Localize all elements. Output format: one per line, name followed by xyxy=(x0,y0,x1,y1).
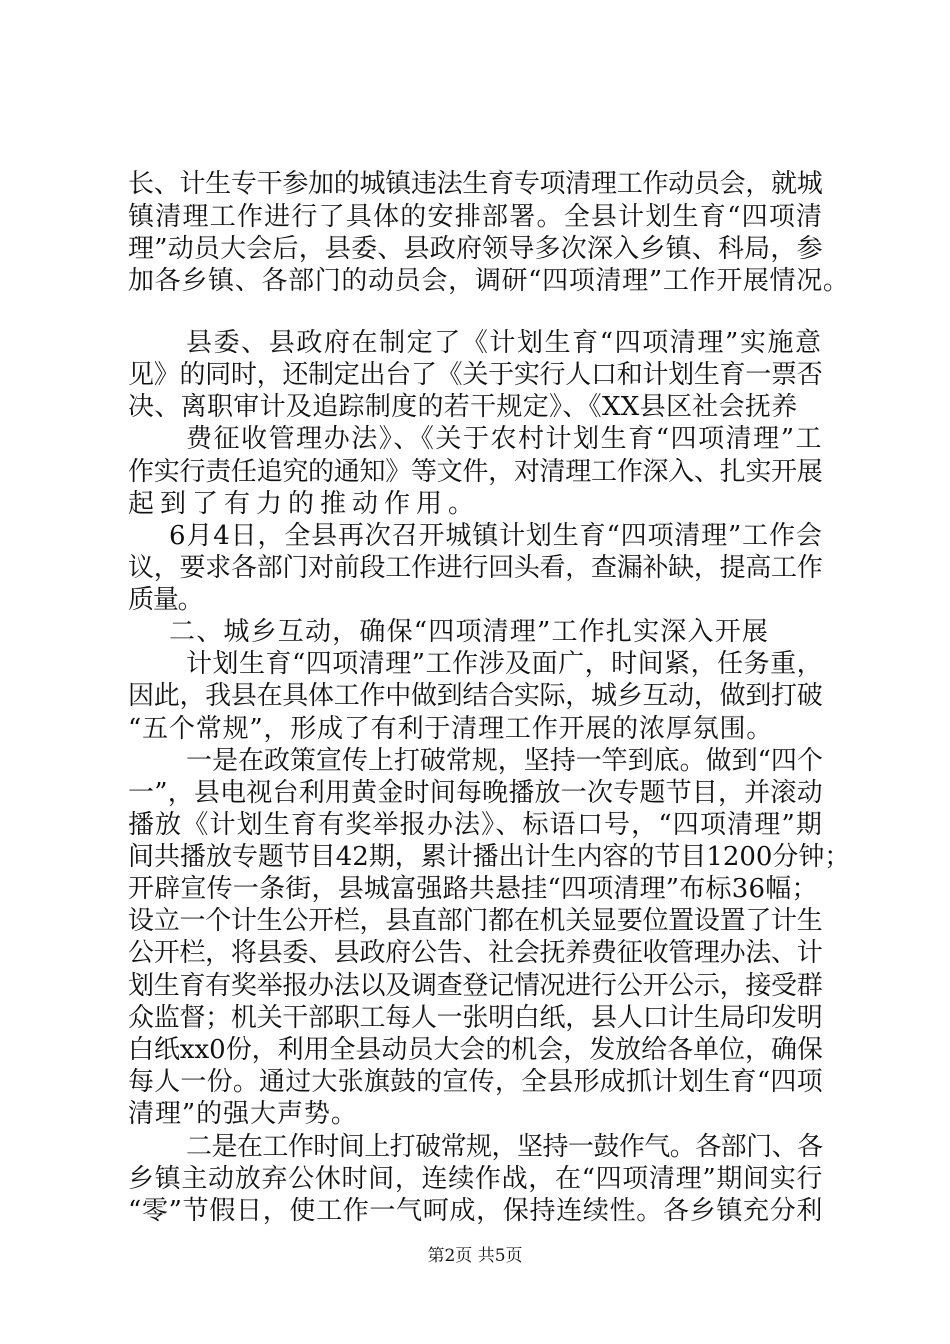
text-line: 乡镇主动放弃公休时间，连续作战，在“四项清理”期间实行 xyxy=(128,1164,824,1194)
text-line: 公开栏，将县委、县政府公告、社会抚养费征收管理办法、计 xyxy=(128,938,823,968)
text-line: “五个常规”，形成了有利于清理工作开展的浓厚氛围。 xyxy=(128,714,774,744)
text-line: 质量。 xyxy=(128,585,203,615)
text-line: 计划生育“四项清理”工作涉及面广，时间紧，任务重， xyxy=(186,649,824,679)
text-line: 一是在政策宣传上打破常规，坚持一竿到底。做到“四个 xyxy=(186,746,823,776)
text-line: 因此，我县在具体工作中做到结合实际，城乡互动，做到打破 xyxy=(128,681,823,711)
text-line: 二是在工作时间上打破常规，坚持一鼓作气。各部门、各 xyxy=(186,1132,823,1162)
text-line: 决、离职审计及追踪制度的若干规定》、《XX县区社会抚养 xyxy=(128,392,798,422)
text-line: 一”，县电视台利用黄金时间每晚播放一次专题节目，并滚动 xyxy=(128,778,823,808)
text-line: 清理”的强大声势。 xyxy=(128,1099,358,1129)
text-line: 二、城乡互动，确保“四项清理”工作扎实深入开展 xyxy=(169,617,770,647)
text-line: 加各乡镇、各部门的动员会，调研“四项清理”工作开展情况。 xyxy=(128,266,850,296)
text-line: 见》的同时，还制定出台了《关于实行人口和计划生育一票否 xyxy=(128,360,823,390)
text-line: 划生育有奖举报办法以及调查登记情况进行公开公示，接受群 xyxy=(128,971,823,1001)
text-line: 开辟宣传一条街，县城富强路共悬挂“四项清理”布标36幅； xyxy=(128,874,818,904)
text-line: 白纸xx0份，利用全县动员大会的机会，发放给各单位，确保 xyxy=(128,1035,823,1065)
text-line: 间共播放专题节目42期，累计播出计生内容的节目1200分钟； xyxy=(128,842,851,872)
page-footer: 第2页 共5页 xyxy=(427,1246,523,1266)
text-line: “零”节假日，使工作一气呵成，保持连续性。各乡镇充分利 xyxy=(128,1196,824,1226)
text-line: 议，要求各部门对前段工作进行回头看，查漏补缺，提高工作 xyxy=(128,553,823,583)
text-line: 长、计生专干参加的城镇违法生育专项清理工作动员会，就城 xyxy=(128,169,823,199)
text-line: 理”动员大会后，县委、县政府领导多次深入乡镇、科局，参 xyxy=(128,234,823,264)
text-line: 起到了有力的推动作用。 xyxy=(128,489,481,519)
text-line: 作实行责任追究的通知》等文件，对清理工作深入、扎实开展 xyxy=(128,457,823,487)
text-line: 每人一份。通过大张旗鼓的宣传，全县形成抓计划生育“四项 xyxy=(128,1067,823,1097)
text-line: 镇清理工作进行了具体的安排部署。全县计划生育“四项清 xyxy=(128,202,824,232)
text-line: 费征收管理办法》、《关于农村计划生育“四项清理”工 xyxy=(186,424,824,454)
text-line: 县委、县政府在制定了《计划生育“四项清理”实施意 xyxy=(186,328,823,358)
text-line: 6月4日，全县再次召开城镇计划生育“四项清理”工作会 xyxy=(169,521,823,551)
text-line: 播放《计划生育有奖举报办法》、标语口号，“四项清理”期 xyxy=(128,810,824,840)
text-line: 众监督；机关干部职工每人一张明白纸，县人口计生局印发明 xyxy=(128,1003,823,1033)
text-line: 设立一个计生公开栏，县直部门都在机关显要位置设置了计生 xyxy=(128,906,823,936)
